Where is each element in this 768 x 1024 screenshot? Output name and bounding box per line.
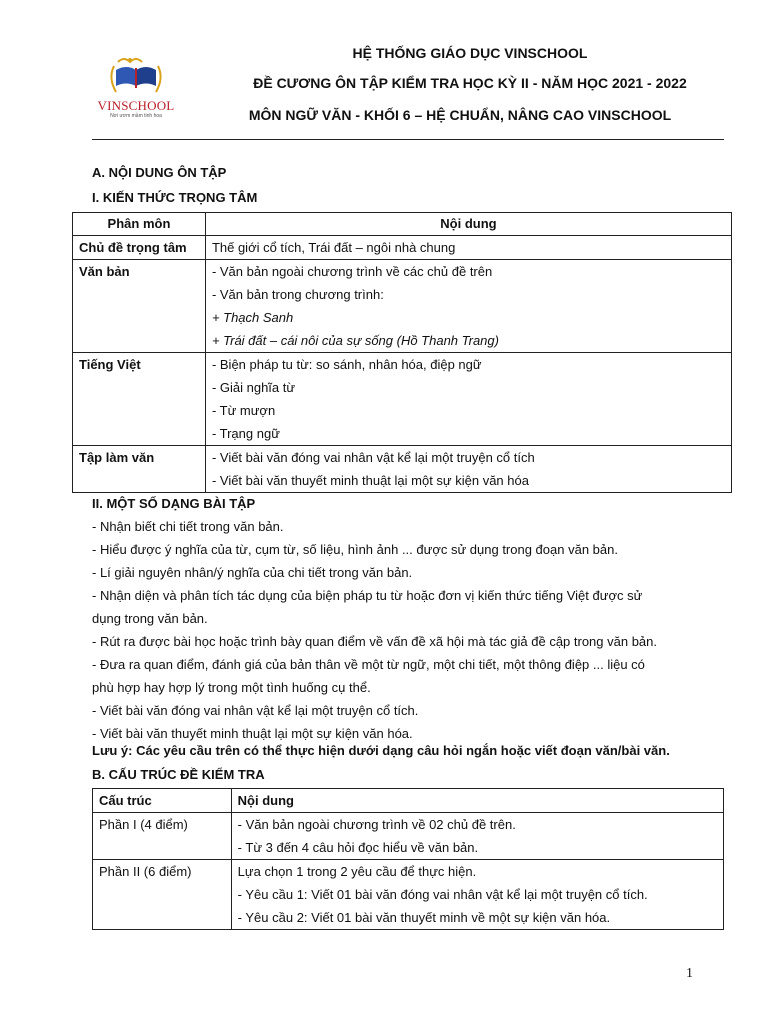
- row-content-line: - Văn bản trong chương trình:: [211, 287, 384, 302]
- book-crest-icon: [88, 54, 184, 98]
- subject-title: MÔN NGỮ VĂN - KHỐI 6 – HỆ CHUẨN, NÂNG CAO VINSCHOOL: [248, 107, 672, 123]
- row-content-line: - Yêu cầu 1: Viết 01 bài văn đóng vai nhân vật kể lại một truyện cổ tích.: [237, 887, 648, 902]
- column-header: Cấu trúc: [99, 793, 152, 808]
- row-content-line: - Từ 3 đến 4 câu hỏi đọc hiểu về văn bản.: [237, 840, 479, 855]
- table-row: [93, 813, 724, 860]
- row-content-line: - Trạng ngữ: [211, 426, 280, 441]
- list-item: - Nhận biết chi tiết trong văn bản.: [92, 519, 284, 534]
- logo-text: VINSCHOOL: [97, 98, 175, 113]
- table-row: [73, 446, 732, 493]
- logo-tagline: Nơi ươm mầm tinh hoa: [110, 113, 162, 119]
- row-content-line: Thế giới cổ tích, Trái đất – ngôi nhà chung: [211, 240, 456, 255]
- column-header: Nội dung: [205, 213, 731, 236]
- column-header: Nội dung: [237, 793, 294, 808]
- row-content-line: - Viết bài văn đóng vai nhân vật kể lại một truyện cổ tích: [211, 450, 535, 465]
- column-header: Phân môn: [73, 213, 206, 236]
- row-content-line: + Trái đất – cái nôi của sự sống (Hồ Thanh Trang): [211, 333, 499, 348]
- table-row: [73, 236, 732, 260]
- row-content-line: - Biện pháp tu từ: so sánh, nhân hóa, điệp ngữ: [211, 357, 482, 372]
- list-item: - Viết bài văn thuyết minh thuật lại một sự kiện văn hóa.: [92, 726, 413, 741]
- page-number: 1: [686, 966, 693, 981]
- list-item: - Hiểu được ý nghĩa của từ, cụm từ, số liệu, hình ảnh ... được sử dụng trong đoạn văn bản.: [92, 542, 618, 557]
- section-i-heading: I. KIẾN THỨC TRỌNG TÂM: [92, 190, 258, 205]
- vinschool-logo: [88, 54, 184, 126]
- exercise-list: [92, 515, 712, 745]
- table-row: [73, 260, 732, 353]
- list-item: phù hợp hay hợp lý trong một tình huống cụ thể.: [92, 680, 371, 695]
- row-content-line: - Giải nghĩa từ: [211, 380, 296, 395]
- list-item: - Nhận diện và phân tích tác dụng của biện pháp tu từ hoặc đơn vị kiến thức tiếng Việt được sử: [92, 588, 643, 603]
- row-subject: Chủ đề trọng tâm: [79, 240, 187, 255]
- list-item: dụng trong văn bản.: [92, 611, 208, 626]
- list-item: - Viết bài văn đóng vai nhân vật kể lại một truyện cổ tích.: [92, 703, 419, 718]
- document-title: ĐỀ CƯƠNG ÔN TẬP KIỂM TRA HỌC KỲ II - NĂM HỌC 2021 - 2022: [253, 75, 687, 91]
- row-content-line: Lựa chọn 1 trong 2 yêu cầu để thực hiện.: [237, 864, 477, 879]
- row-content-line: - Viết bài văn thuyết minh thuật lại một sự kiện văn hóa: [211, 473, 529, 488]
- knowledge-table: [72, 212, 732, 493]
- row-content-line: + Thạch Sanh: [211, 310, 294, 325]
- table-row: [73, 353, 732, 446]
- table-row: [93, 860, 724, 930]
- section-a-heading: A. NỘI DUNG ÔN TẬP: [92, 165, 227, 180]
- row-part: Phần II (6 điểm): [99, 864, 192, 879]
- row-content-line: - Văn bản ngoài chương trình về các chủ đề trên: [211, 264, 493, 279]
- section-ii-heading: II. MỘT SỐ DẠNG BÀI TẬP: [92, 496, 256, 511]
- header-divider: [92, 139, 724, 140]
- list-item: - Rút ra được bài học hoặc trình bày quan điểm về vấn đề xã hội mà tác giả đề cập trong văn bản.: [92, 634, 658, 649]
- note-text: Lưu ý: Các yêu cầu trên có thể thực hiện dưới dạng câu hỏi ngắn hoặc viết đoạn văn/bài văn.: [92, 743, 670, 758]
- row-content-line: - Yêu cầu 2: Viết 01 bài văn thuyết minh về một sự kiện văn hóa.: [237, 910, 611, 925]
- table-header-row: [73, 213, 732, 236]
- list-item: - Lí giải nguyên nhân/ý nghĩa của chi tiết trong văn bản.: [92, 565, 413, 580]
- structure-table: [92, 788, 724, 930]
- row-part: Phần I (4 điểm): [99, 817, 188, 832]
- row-content-line: - Từ mượn: [211, 403, 276, 418]
- row-subject: Tập làm văn: [79, 450, 155, 465]
- list-item: - Đưa ra quan điểm, đánh giá của bản thân về một từ ngữ, một chi tiết, một thông điệp ... liệu có: [92, 657, 645, 672]
- row-subject: Tiếng Việt: [79, 357, 141, 372]
- section-b-heading: B. CẤU TRÚC ĐỀ KIỂM TRA: [92, 767, 265, 782]
- table-header-row: [93, 789, 724, 813]
- row-subject: Văn bản: [79, 264, 130, 279]
- row-content-line: - Văn bản ngoài chương trình về 02 chủ đề trên.: [237, 817, 516, 832]
- system-title: HỆ THỐNG GIÁO DỤC VINSCHOOL: [352, 45, 588, 61]
